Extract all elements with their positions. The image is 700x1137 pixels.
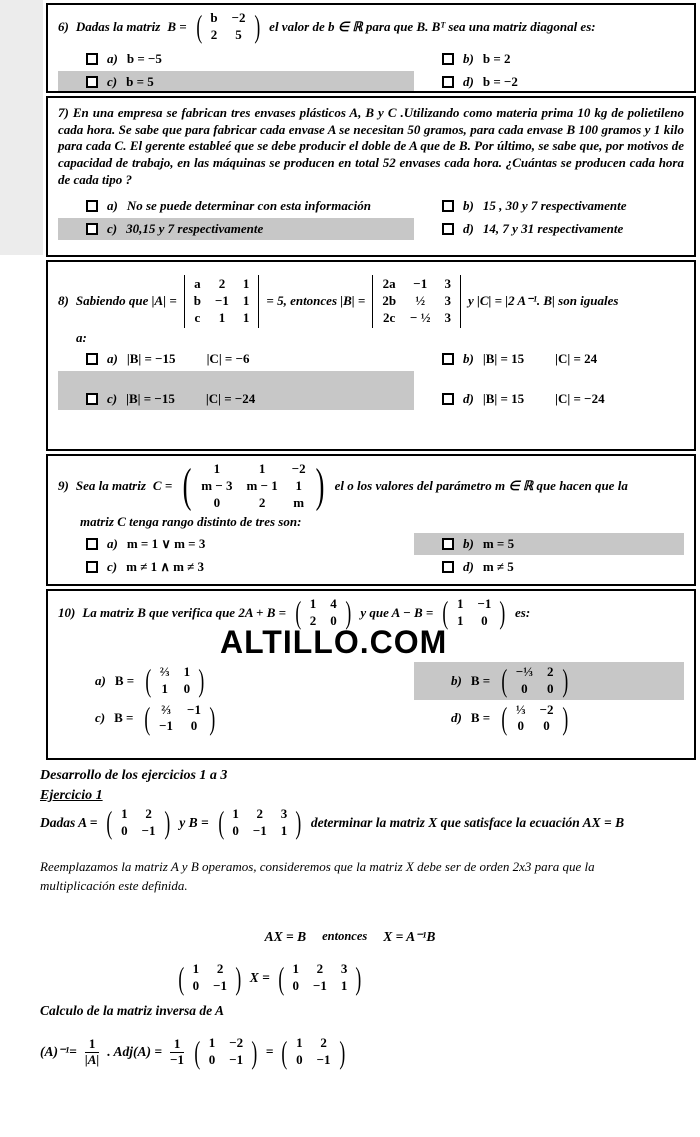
inverse-result-matrix <box>279 1035 347 1069</box>
eq-part: AX = B <box>264 929 307 945</box>
determinant-B <box>372 275 461 328</box>
matrix-cells: ⅔ 1 1 0 <box>159 663 191 696</box>
question-9-options <box>58 533 684 578</box>
paren-close: ) <box>355 959 362 996</box>
equals-sign: = <box>265 1044 274 1060</box>
paren-close: ) <box>499 594 506 631</box>
option-letter: c) <box>107 558 118 574</box>
option-letter: b) <box>463 50 474 66</box>
option-text: b = 2 <box>482 50 511 66</box>
question-10-options <box>58 662 684 738</box>
option-value-B: |B| = −15 <box>126 390 175 406</box>
question-8-suffix: a: <box>76 329 87 345</box>
option-c[interactable] <box>58 71 414 93</box>
option-text: b = −5 <box>126 50 162 66</box>
question-text-mid: = 5, entonces |B| = <box>266 293 366 309</box>
matrix-cells: 1 1 −2 m − 3 m − 1 1 0 2 m <box>201 461 306 510</box>
option-text: 15 , 30 y 7 respectivamente <box>482 198 627 214</box>
question-8-options <box>58 348 684 410</box>
option-b[interactable] <box>414 533 684 555</box>
solutions-section <box>40 768 684 1069</box>
paren-close: ) <box>198 662 205 699</box>
paren-open: ( <box>501 699 508 736</box>
option-text: b = 5 <box>126 73 154 89</box>
option-c[interactable] <box>58 700 414 738</box>
paren-open: ( <box>106 804 113 841</box>
scan-edge-shading <box>0 0 43 255</box>
option-letter: c) <box>95 710 106 726</box>
matrix-cells: 1 2 0 −1 <box>121 806 156 838</box>
option-text: 14, 7 y 31 respectivamente <box>482 221 624 237</box>
option-text: m ≠ 5 <box>482 558 514 574</box>
option-d[interactable] <box>414 71 684 93</box>
matrix-A <box>176 961 244 995</box>
paren-close: ) <box>163 804 170 841</box>
determinant-A <box>184 275 260 328</box>
statement-mid: y B = <box>179 814 209 830</box>
question-text-pre: Sea la matriz <box>75 478 146 494</box>
answer-checkbox[interactable] <box>442 76 454 88</box>
option-text: m ≠ 1 ∧ m ≠ 3 <box>126 558 205 574</box>
paren-open: ( <box>194 1033 201 1070</box>
answer-checkbox[interactable] <box>442 223 454 235</box>
question-7-box <box>46 96 696 257</box>
adjugate-text: . Adj(A) = <box>107 1044 163 1060</box>
matrix-cells: 1 2 3 0 −1 1 <box>232 806 288 838</box>
option-letter: a) <box>95 672 106 688</box>
matrix-B <box>276 961 364 995</box>
paren-close: ) <box>561 662 568 699</box>
option-a[interactable] <box>58 348 414 370</box>
question-6-options <box>58 48 684 93</box>
inverse-equation <box>40 1035 684 1069</box>
option-letter: d) <box>463 390 474 406</box>
matrix-A-minus-B <box>440 596 508 630</box>
option-a[interactable] <box>58 195 414 217</box>
option-letter: d) <box>463 558 474 574</box>
answer-checkbox[interactable] <box>442 53 454 65</box>
matrix-cells: 1 2 3 0 −1 1 <box>292 961 348 994</box>
option-text: No se puede determinar con esta información <box>126 198 371 214</box>
option-letter: d) <box>463 73 474 89</box>
answer-checkbox[interactable] <box>442 393 454 405</box>
option-matrix <box>499 699 570 736</box>
equation-matrix-x <box>80 961 460 995</box>
answer-checkbox[interactable] <box>86 538 98 550</box>
paren-open: ( <box>442 594 449 631</box>
option-letter: a) <box>107 50 118 66</box>
answer-checkbox[interactable] <box>86 223 98 235</box>
solution-note: Reemplazamos la matriz A y B operamos, consideremos que la matriz X debe ser de orden 2x3 para que la multiplicación este definida. <box>40 858 595 893</box>
question-text-mid: y que A − B = <box>360 604 434 620</box>
paren-open: ( <box>196 8 202 45</box>
eq-part: X = A⁻¹B <box>383 929 436 945</box>
answer-checkbox[interactable] <box>86 53 98 65</box>
paren-close: ) <box>235 959 242 996</box>
matrix-name: C = <box>152 478 173 494</box>
answer-checkbox[interactable] <box>442 561 454 573</box>
answer-checkbox[interactable] <box>86 393 98 405</box>
option-matrix <box>499 664 570 698</box>
option-letter: a) <box>107 535 118 551</box>
matrix-cells: −⅓ 2 0 0 <box>515 663 554 696</box>
question-boxes <box>46 3 696 763</box>
matrix-cells: ⅓ −2 0 0 <box>515 701 554 734</box>
paren-close: ) <box>295 804 302 841</box>
answer-checkbox[interactable] <box>86 200 98 212</box>
eq-x-equals: X = <box>249 970 270 986</box>
paren-close: ) <box>251 1033 258 1070</box>
option-prefix: B = <box>114 710 134 726</box>
option-value-C: |C| = −6 <box>206 350 250 366</box>
question-text: En una empresa se fabrican tres envases plásticos A, B y C .Utilizando como materia prima 10 kg de polietileno cada hora. Se sabe que para fabricar cada envase A se necesitan 50 gramos, para cada envase B 100 gramos y 1 kilo para cada C. El gerente estableé que se debe producir el doble de A que de B. Por último, se sabe que, por motivos de capacidad de trabajo, en las máquinas se producen en total 52 envases cada hora. ¿Cuántas se producen cada hora de cada tipo ? <box>58 105 685 187</box>
question-text-post: el valor de b ∈ ℝ para que B. Bᵀ sea una matriz diagonal es: <box>269 18 596 34</box>
question-number: 6) <box>58 18 69 34</box>
option-value-C: |C| = −24 <box>205 390 256 406</box>
matrix-cells: 1 −2 0 −1 <box>208 1035 244 1068</box>
paren-open: ( <box>278 959 285 996</box>
question-text-pre: La matriz B que verifica que 2A + B = <box>82 604 287 620</box>
question-number: 7) <box>58 105 69 120</box>
statement-pre: Dadas A = <box>40 814 98 830</box>
option-text: m = 1 ∨ m = 3 <box>126 535 206 551</box>
option-c[interactable] <box>58 556 414 578</box>
adjugate-matrix <box>192 1035 260 1069</box>
matrix-cells: a 2 1 b −1 1 c 1 1 <box>184 275 260 328</box>
question-10-box <box>46 589 696 760</box>
matrix-cells: ⅔ −1 −1 0 <box>159 701 201 734</box>
question-9-text <box>58 458 684 512</box>
option-b[interactable] <box>414 662 684 700</box>
question-text-pre: Sabiendo que |A| = <box>75 293 177 309</box>
option-text: b = −2 <box>482 73 518 89</box>
question-text-post: el o los valores del parámetro m ∈ ℝ que hacen que la <box>334 478 628 494</box>
question-9-box <box>46 454 696 586</box>
fraction-1-over-detA: $\frac{1}{|A|}$ <box>84 1035 100 1067</box>
question-text-end: y |C| = |2 A⁻¹. B| son iguales <box>467 293 619 309</box>
answer-checkbox[interactable] <box>442 353 454 365</box>
option-b[interactable] <box>414 48 684 70</box>
equation-ax-b <box>160 929 540 945</box>
matrix-cells: 1 2 0 −1 <box>296 1035 331 1068</box>
option-d[interactable] <box>414 700 684 738</box>
option-a[interactable] <box>58 533 414 555</box>
question-9-text-line2: matriz C tenga rango distinto de tres son: <box>80 513 302 529</box>
fraction-1-over-minus1: $\frac{1}{-1}$ <box>170 1035 185 1067</box>
matrix-B <box>194 10 262 44</box>
option-letter: c) <box>107 221 118 237</box>
option-matrix <box>142 699 217 736</box>
option-letter: d) <box>451 710 462 726</box>
statement-post: determinar la matriz X que satisface la ecuación AX = B <box>310 814 625 830</box>
option-value-B: |B| = 15 <box>482 390 525 406</box>
option-value-C: |C| = −24 <box>555 390 605 406</box>
question-number: 10) <box>58 604 76 620</box>
option-letter: d) <box>463 221 474 237</box>
matrix-cells: 1 4 2 0 <box>309 596 337 628</box>
solutions-heading: Desarrollo de los ejercicios 1 a 3 <box>40 768 228 783</box>
paren-close: ) <box>209 699 216 736</box>
option-letter: b) <box>463 198 474 214</box>
paren-close: ) <box>315 458 325 512</box>
paren-close: ) <box>345 594 351 631</box>
option-d[interactable] <box>414 556 684 578</box>
altillo-watermark: ALTILLO.COM <box>220 623 448 660</box>
matrix-name: B = <box>167 18 187 34</box>
option-letter: a) <box>107 198 118 214</box>
answer-checkbox[interactable] <box>442 200 454 212</box>
option-text: 30,15 y 7 respectivamente <box>126 221 264 237</box>
option-b[interactable] <box>414 195 684 217</box>
inverse-lhs: (A)⁻¹= <box>40 1044 77 1060</box>
option-text: m = 5 <box>482 535 515 551</box>
option-letter: b) <box>463 350 474 366</box>
paren-open: ( <box>182 458 192 512</box>
option-value-B: |B| = 15 <box>482 350 525 366</box>
paren-open: ( <box>295 594 302 631</box>
question-8-text <box>58 275 684 328</box>
question-text-post: es: <box>515 604 531 620</box>
matrix-cells: b −2 2 5 <box>210 10 246 42</box>
matrix-C <box>179 458 327 512</box>
paren-open: ( <box>501 662 508 699</box>
option-letter: c) <box>107 73 118 89</box>
question-number: 8) <box>58 293 69 309</box>
option-a[interactable] <box>58 48 414 70</box>
option-d[interactable] <box>414 388 684 410</box>
question-7-options <box>58 195 684 240</box>
option-a[interactable] <box>58 662 414 700</box>
option-prefix: B = <box>470 672 491 688</box>
option-value-C: |C| = 24 <box>555 350 598 366</box>
option-letter: a) <box>107 350 118 366</box>
matrix-cells: 1 −1 1 0 <box>456 596 492 628</box>
paren-close: ) <box>561 699 568 736</box>
option-d[interactable] <box>414 218 684 240</box>
question-6-box <box>46 3 696 93</box>
option-prefix: B = <box>114 672 135 688</box>
question-8-box <box>46 260 696 451</box>
option-value-B: |B| = −15 <box>126 350 176 366</box>
question-text-pre: Dadas la matriz <box>75 18 161 34</box>
option-c[interactable] <box>58 371 414 410</box>
matrix-A <box>104 806 172 840</box>
paren-open: ( <box>178 959 185 996</box>
answer-checkbox[interactable] <box>86 76 98 88</box>
question-7-text <box>58 105 684 188</box>
answer-checkbox[interactable] <box>86 353 98 365</box>
matrix-cells: 2a −1 3 2b ½ 3 2c − ½ 3 <box>372 275 461 328</box>
question-number: 9) <box>58 478 69 494</box>
paren-open: ( <box>218 804 224 841</box>
paren-close: ) <box>253 8 260 45</box>
exercise-1-title: Ejercicio 1 <box>40 788 103 803</box>
paren-open: ( <box>281 1033 288 1070</box>
paren-open: ( <box>144 699 151 736</box>
answer-checkbox[interactable] <box>86 561 98 573</box>
paren-open: ( <box>145 662 152 699</box>
question-6-text <box>58 10 684 44</box>
inverse-calc-label: Calculo de la matriz inversa de A <box>40 1003 225 1019</box>
option-letter: c) <box>107 390 118 406</box>
matrix-cells: 1 2 0 −1 <box>192 961 228 994</box>
exercise-1-statement <box>40 806 684 840</box>
matrix-B <box>216 806 304 840</box>
option-prefix: B = <box>470 710 491 726</box>
option-letter: b) <box>463 535 474 551</box>
eq-part: entonces <box>322 929 368 944</box>
option-matrix <box>143 664 207 698</box>
option-c[interactable] <box>58 218 414 240</box>
paren-close: ) <box>338 1033 345 1070</box>
answer-checkbox[interactable] <box>442 538 454 550</box>
option-b[interactable] <box>414 348 684 370</box>
option-letter: b) <box>451 672 462 688</box>
